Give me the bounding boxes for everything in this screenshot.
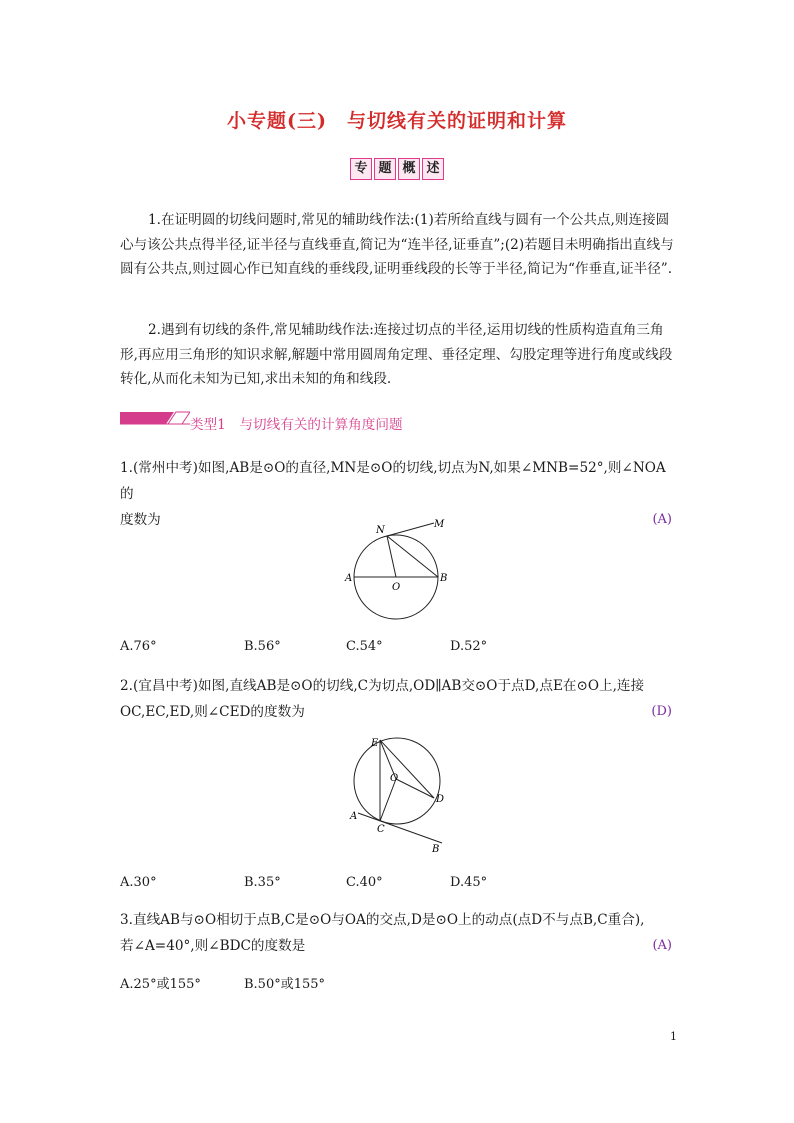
question-2-figure [340, 735, 450, 855]
question-1-figure [340, 515, 460, 625]
option-d: D.45° [450, 875, 488, 890]
question-3-line2: 若∠A=40°,则∠BDC的度数是 [120, 938, 306, 954]
label-N: N [376, 525, 385, 536]
option-b: B.56° [244, 639, 281, 654]
question-1-line1: 1.(常州中考)如图,AB是⊙O的直径,MN是⊙O的切线,切点为N,如果∠MNB=52°,则∠NOA的 [120, 460, 666, 502]
option-d: D.52° [450, 639, 488, 654]
question-1-options [120, 639, 680, 659]
page-number: 1 [670, 1030, 677, 1043]
label-A: A [345, 573, 353, 584]
question-2-answer: (D) [651, 704, 672, 719]
label-O: O [390, 773, 399, 784]
question-2-line2: OC,EC,ED,则∠CED的度数为 [120, 704, 305, 720]
page-title: 小专题(三) 与切线有关的证明和计算 [227, 110, 567, 132]
type1-heading: 类型1 与切线有关的计算角度问题 [190, 417, 403, 433]
option-a: A.30° [120, 875, 157, 890]
option-b: B.50°或155° [244, 977, 326, 992]
option-b: B.35° [244, 875, 281, 890]
label-B: B [432, 844, 440, 855]
question-2-options [120, 875, 680, 895]
overview-paragraph-1: 1.在证明圆的切线问题时,常见的辅助线作法:(1)若所给直线与圆有一个公共点,则连接圆心与该公共点得半径,证半径与直线垂直,简记为“连半径,证垂直”;(2)若题目未明确指出直线与圆有公共点,则过圆心作已知直线的垂线段,证明垂线段的长等于半径,简记为“作垂直,证半径”. [120, 212, 674, 277]
question-3-options [120, 973, 680, 993]
option-a: A.25°或155° [120, 977, 201, 992]
option-c: C.54° [346, 639, 383, 654]
question-3 [120, 907, 672, 959]
label-A: A [350, 811, 358, 822]
label-M: M [434, 519, 445, 530]
label-D: D [436, 794, 445, 805]
label-O: O [392, 582, 401, 593]
type-banner-icon [120, 410, 190, 426]
badge-char: 概 [398, 158, 420, 180]
question-2 [120, 673, 672, 725]
option-a: A.76° [120, 639, 157, 654]
label-C: C [377, 824, 385, 835]
label-B: B [440, 573, 448, 584]
question-1-line2: 度数为 [120, 512, 161, 528]
label-E: E [371, 738, 379, 749]
question-3-line1: 3.直线AB与⊙O相切于点B,C是⊙O与OA的交点,D是⊙O上的动点(点D不与点B,C重合), [120, 912, 645, 928]
badge-char: 专 [350, 158, 372, 180]
overview-badges [0, 158, 794, 180]
question-3-answer: (A) [652, 938, 672, 953]
badge-char: 述 [422, 158, 444, 180]
option-c: C.40° [346, 875, 383, 890]
question-1-answer: (A) [652, 512, 672, 527]
badge-char: 题 [374, 158, 396, 180]
overview-paragraph-2: 2.遇到有切线的条件,常见辅助线作法:连接过切点的半径,运用切线的性质构造直角三角形,再应用三角形的知识求解,解题中常用圆周角定理、垂径定理、勾股定理等进行角度或线段转化,从而化未知为已知,求出未知的角和线段. [120, 322, 673, 387]
question-2-line1: 2.(宜昌中考)如图,直线AB是⊙O的切线,C为切点,OD∥AB交⊙O于点D,点E在⊙O上,连接 [120, 678, 645, 694]
